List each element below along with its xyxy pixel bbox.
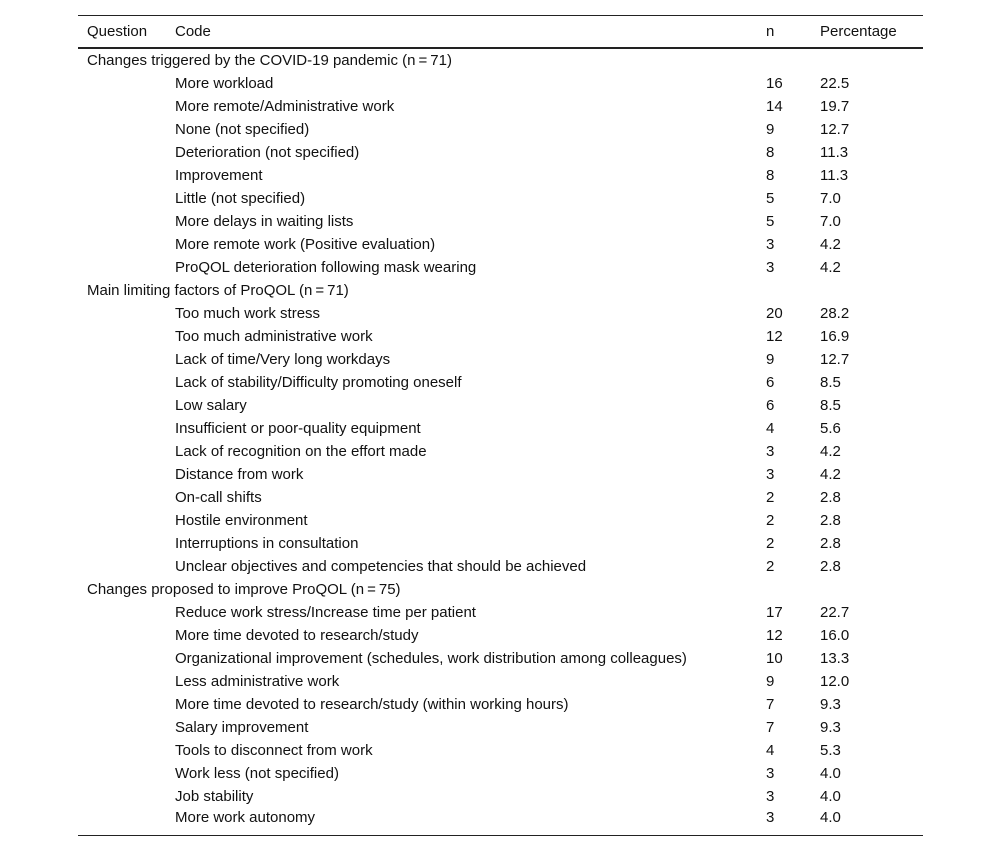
code-cell: ProQOL deterioration following mask wearing xyxy=(175,259,477,276)
question-cell xyxy=(78,187,166,210)
percentage-cell: 4.0 xyxy=(820,765,841,782)
percentage-cell: 16.0 xyxy=(820,627,850,644)
percentage-cell: 2.8 xyxy=(820,535,841,552)
question-cell xyxy=(78,785,166,808)
code-cell: Insufficient or poor-quality equipment xyxy=(175,420,421,437)
percentage-cell: 7.0 xyxy=(820,190,841,207)
header-code: Code xyxy=(175,23,211,40)
question-cell xyxy=(78,348,166,371)
percentage-cell: 22.5 xyxy=(820,75,850,92)
question-cell xyxy=(78,394,166,417)
percentage-cell: 2.8 xyxy=(820,489,841,506)
code-cell: Work less (not specified) xyxy=(175,765,339,782)
n-cell: 17 xyxy=(766,604,783,621)
percentage-cell: 9.3 xyxy=(820,696,841,713)
code-cell: Improvement xyxy=(175,167,263,184)
percentage-cell: 8.5 xyxy=(820,397,841,414)
question-cell xyxy=(78,417,166,440)
percentage-cell: 2.8 xyxy=(820,558,841,575)
n-cell: 10 xyxy=(766,650,783,667)
code-cell: More remote/Administrative work xyxy=(175,98,395,115)
table-row xyxy=(78,72,923,95)
code-cell: Job stability xyxy=(175,788,254,805)
table-row xyxy=(78,601,923,624)
code-cell: None (not specified) xyxy=(175,121,310,138)
code-cell: Distance from work xyxy=(175,466,304,483)
table-row xyxy=(78,394,923,417)
code-cell: More time devoted to research/study xyxy=(175,627,419,644)
question-cell xyxy=(78,164,166,187)
n-cell: 12 xyxy=(766,627,783,644)
n-cell: 4 xyxy=(766,420,775,437)
n-cell: 9 xyxy=(766,351,775,368)
code-cell: Too much work stress xyxy=(175,305,321,322)
question-cell xyxy=(78,762,166,785)
table-row xyxy=(78,440,923,463)
question-cell xyxy=(78,532,166,555)
percentage-cell: 4.2 xyxy=(820,443,841,460)
question-cell xyxy=(78,716,166,739)
table-row xyxy=(78,670,923,693)
question-cell xyxy=(78,233,166,256)
percentage-cell: 11.3 xyxy=(820,167,849,184)
code-cell: Little (not specified) xyxy=(175,190,306,207)
table-row xyxy=(78,210,923,233)
header-percentage: Percentage xyxy=(820,23,897,40)
table-row xyxy=(78,348,923,371)
n-cell: 3 xyxy=(766,466,775,483)
n-cell: 20 xyxy=(766,305,783,322)
percentage-cell: 4.2 xyxy=(820,466,841,483)
n-cell: 3 xyxy=(766,443,775,460)
table-row xyxy=(78,532,923,555)
n-cell: 4 xyxy=(766,742,775,759)
header-n: n xyxy=(766,23,775,40)
code-cell: Low salary xyxy=(175,397,247,414)
percentage-cell: 13.3 xyxy=(820,650,850,667)
table-row xyxy=(78,647,923,670)
question-cell xyxy=(78,118,166,141)
table-row xyxy=(78,693,923,716)
question-cell xyxy=(78,808,166,836)
question-cell xyxy=(78,509,166,532)
code-cell: Tools to disconnect from work xyxy=(175,742,373,759)
table-row xyxy=(78,302,923,325)
question-cell xyxy=(78,210,166,233)
results-table xyxy=(78,15,923,836)
question-cell xyxy=(78,647,166,670)
n-cell: 7 xyxy=(766,696,775,713)
code-cell: More work autonomy xyxy=(175,809,316,826)
n-cell: 8 xyxy=(766,167,775,184)
table-row xyxy=(78,118,923,141)
table-row xyxy=(78,509,923,532)
question-cell xyxy=(78,256,166,279)
table-row xyxy=(78,187,923,210)
question-cell xyxy=(78,141,166,164)
table-row xyxy=(78,325,923,348)
code-cell: Lack of stability/Difficulty promoting oneself xyxy=(175,374,462,391)
n-cell: 2 xyxy=(766,535,775,552)
table-row xyxy=(78,808,923,836)
code-cell: Hostile environment xyxy=(175,512,308,529)
percentage-cell: 5.6 xyxy=(820,420,841,437)
code-cell: Lack of time/Very long workdays xyxy=(175,351,391,368)
table-row xyxy=(78,486,923,509)
question-cell xyxy=(78,601,166,624)
n-cell: 3 xyxy=(766,236,775,253)
table-row xyxy=(78,371,923,394)
n-cell: 5 xyxy=(766,213,775,230)
percentage-cell: 12.7 xyxy=(820,351,850,368)
table-row xyxy=(78,417,923,440)
percentage-cell: 2.8 xyxy=(820,512,841,529)
n-cell: 2 xyxy=(766,558,775,575)
question-cell xyxy=(78,463,166,486)
percentage-cell: 4.2 xyxy=(820,259,841,276)
percentage-cell: 7.0 xyxy=(820,213,841,230)
question-cell xyxy=(78,325,166,348)
table-row xyxy=(78,716,923,739)
n-cell: 5 xyxy=(766,190,775,207)
header-question: Question xyxy=(87,23,148,40)
percentage-cell: 11.3 xyxy=(820,144,849,161)
percentage-cell: 22.7 xyxy=(820,604,850,621)
n-cell: 7 xyxy=(766,719,775,736)
n-cell: 12 xyxy=(766,328,783,345)
code-cell: More delays in waiting lists xyxy=(175,213,354,230)
code-cell: More remote work (Positive evaluation) xyxy=(175,236,436,253)
n-cell: 6 xyxy=(766,374,775,391)
table-body xyxy=(78,48,923,836)
code-cell: Too much administrative work xyxy=(175,328,373,345)
group-row xyxy=(78,578,923,601)
results-table-container xyxy=(78,15,923,836)
group-label: Main limiting factors of ProQOL (n = 71) xyxy=(87,282,349,299)
percentage-cell: 12.0 xyxy=(820,673,850,690)
table-row xyxy=(78,164,923,187)
percentage-cell: 4.0 xyxy=(820,809,841,826)
question-cell xyxy=(78,72,166,95)
code-cell: Interruptions in consultation xyxy=(175,535,359,552)
question-cell xyxy=(78,624,166,647)
question-cell xyxy=(78,555,166,578)
code-cell: Salary improvement xyxy=(175,719,309,736)
code-cell: Lack of recognition on the effort made xyxy=(175,443,427,460)
percentage-cell: 19.7 xyxy=(820,98,850,115)
table-row xyxy=(78,762,923,785)
percentage-cell: 28.2 xyxy=(820,305,850,322)
question-cell xyxy=(78,95,166,118)
n-cell: 9 xyxy=(766,673,775,690)
n-cell: 3 xyxy=(766,259,775,276)
question-cell xyxy=(78,670,166,693)
table-row xyxy=(78,256,923,279)
table-row xyxy=(78,555,923,578)
percentage-cell: 16.9 xyxy=(820,328,850,345)
percentage-cell: 9.3 xyxy=(820,719,841,736)
question-cell xyxy=(78,693,166,716)
question-cell xyxy=(78,440,166,463)
question-cell xyxy=(78,302,166,325)
group-label: Changes proposed to improve ProQOL (n = 75) xyxy=(87,581,401,598)
table-row xyxy=(78,739,923,762)
percentage-cell: 8.5 xyxy=(820,374,841,391)
code-cell: Reduce work stress/Increase time per patient xyxy=(175,604,476,621)
table-header xyxy=(78,16,923,49)
n-cell: 2 xyxy=(766,489,775,506)
header-row xyxy=(78,16,923,49)
group-row xyxy=(78,48,923,72)
percentage-cell: 4.0 xyxy=(820,788,841,805)
n-cell: 2 xyxy=(766,512,775,529)
code-cell: Less administrative work xyxy=(175,673,340,690)
code-cell: More workload xyxy=(175,75,274,92)
question-cell xyxy=(78,739,166,762)
n-cell: 6 xyxy=(766,397,775,414)
n-cell: 16 xyxy=(766,75,783,92)
table-row xyxy=(78,785,923,808)
percentage-cell: 12.7 xyxy=(820,121,850,138)
n-cell: 14 xyxy=(766,98,783,115)
table-row xyxy=(78,233,923,256)
group-label: Changes triggered by the COVID-19 pandemic (n = 71) xyxy=(87,52,452,69)
code-cell: Unclear objectives and competencies that should be achieved xyxy=(175,558,587,575)
code-cell: More time devoted to research/study (within working hours) xyxy=(175,696,569,713)
table-row xyxy=(78,463,923,486)
question-cell xyxy=(78,371,166,394)
code-cell: Organizational improvement (schedules, work distribution among colleagues) xyxy=(175,650,687,667)
percentage-cell: 4.2 xyxy=(820,236,841,253)
table-row xyxy=(78,141,923,164)
percentage-cell: 5.3 xyxy=(820,742,841,759)
table-row xyxy=(78,624,923,647)
question-cell xyxy=(78,486,166,509)
table-row xyxy=(78,95,923,118)
n-cell: 8 xyxy=(766,144,775,161)
group-row xyxy=(78,279,923,302)
code-cell: On-call shifts xyxy=(175,489,262,506)
n-cell: 3 xyxy=(766,809,775,826)
n-cell: 9 xyxy=(766,121,775,138)
code-cell: Deterioration (not specified) xyxy=(175,144,360,161)
n-cell: 3 xyxy=(766,788,775,805)
n-cell: 3 xyxy=(766,765,775,782)
